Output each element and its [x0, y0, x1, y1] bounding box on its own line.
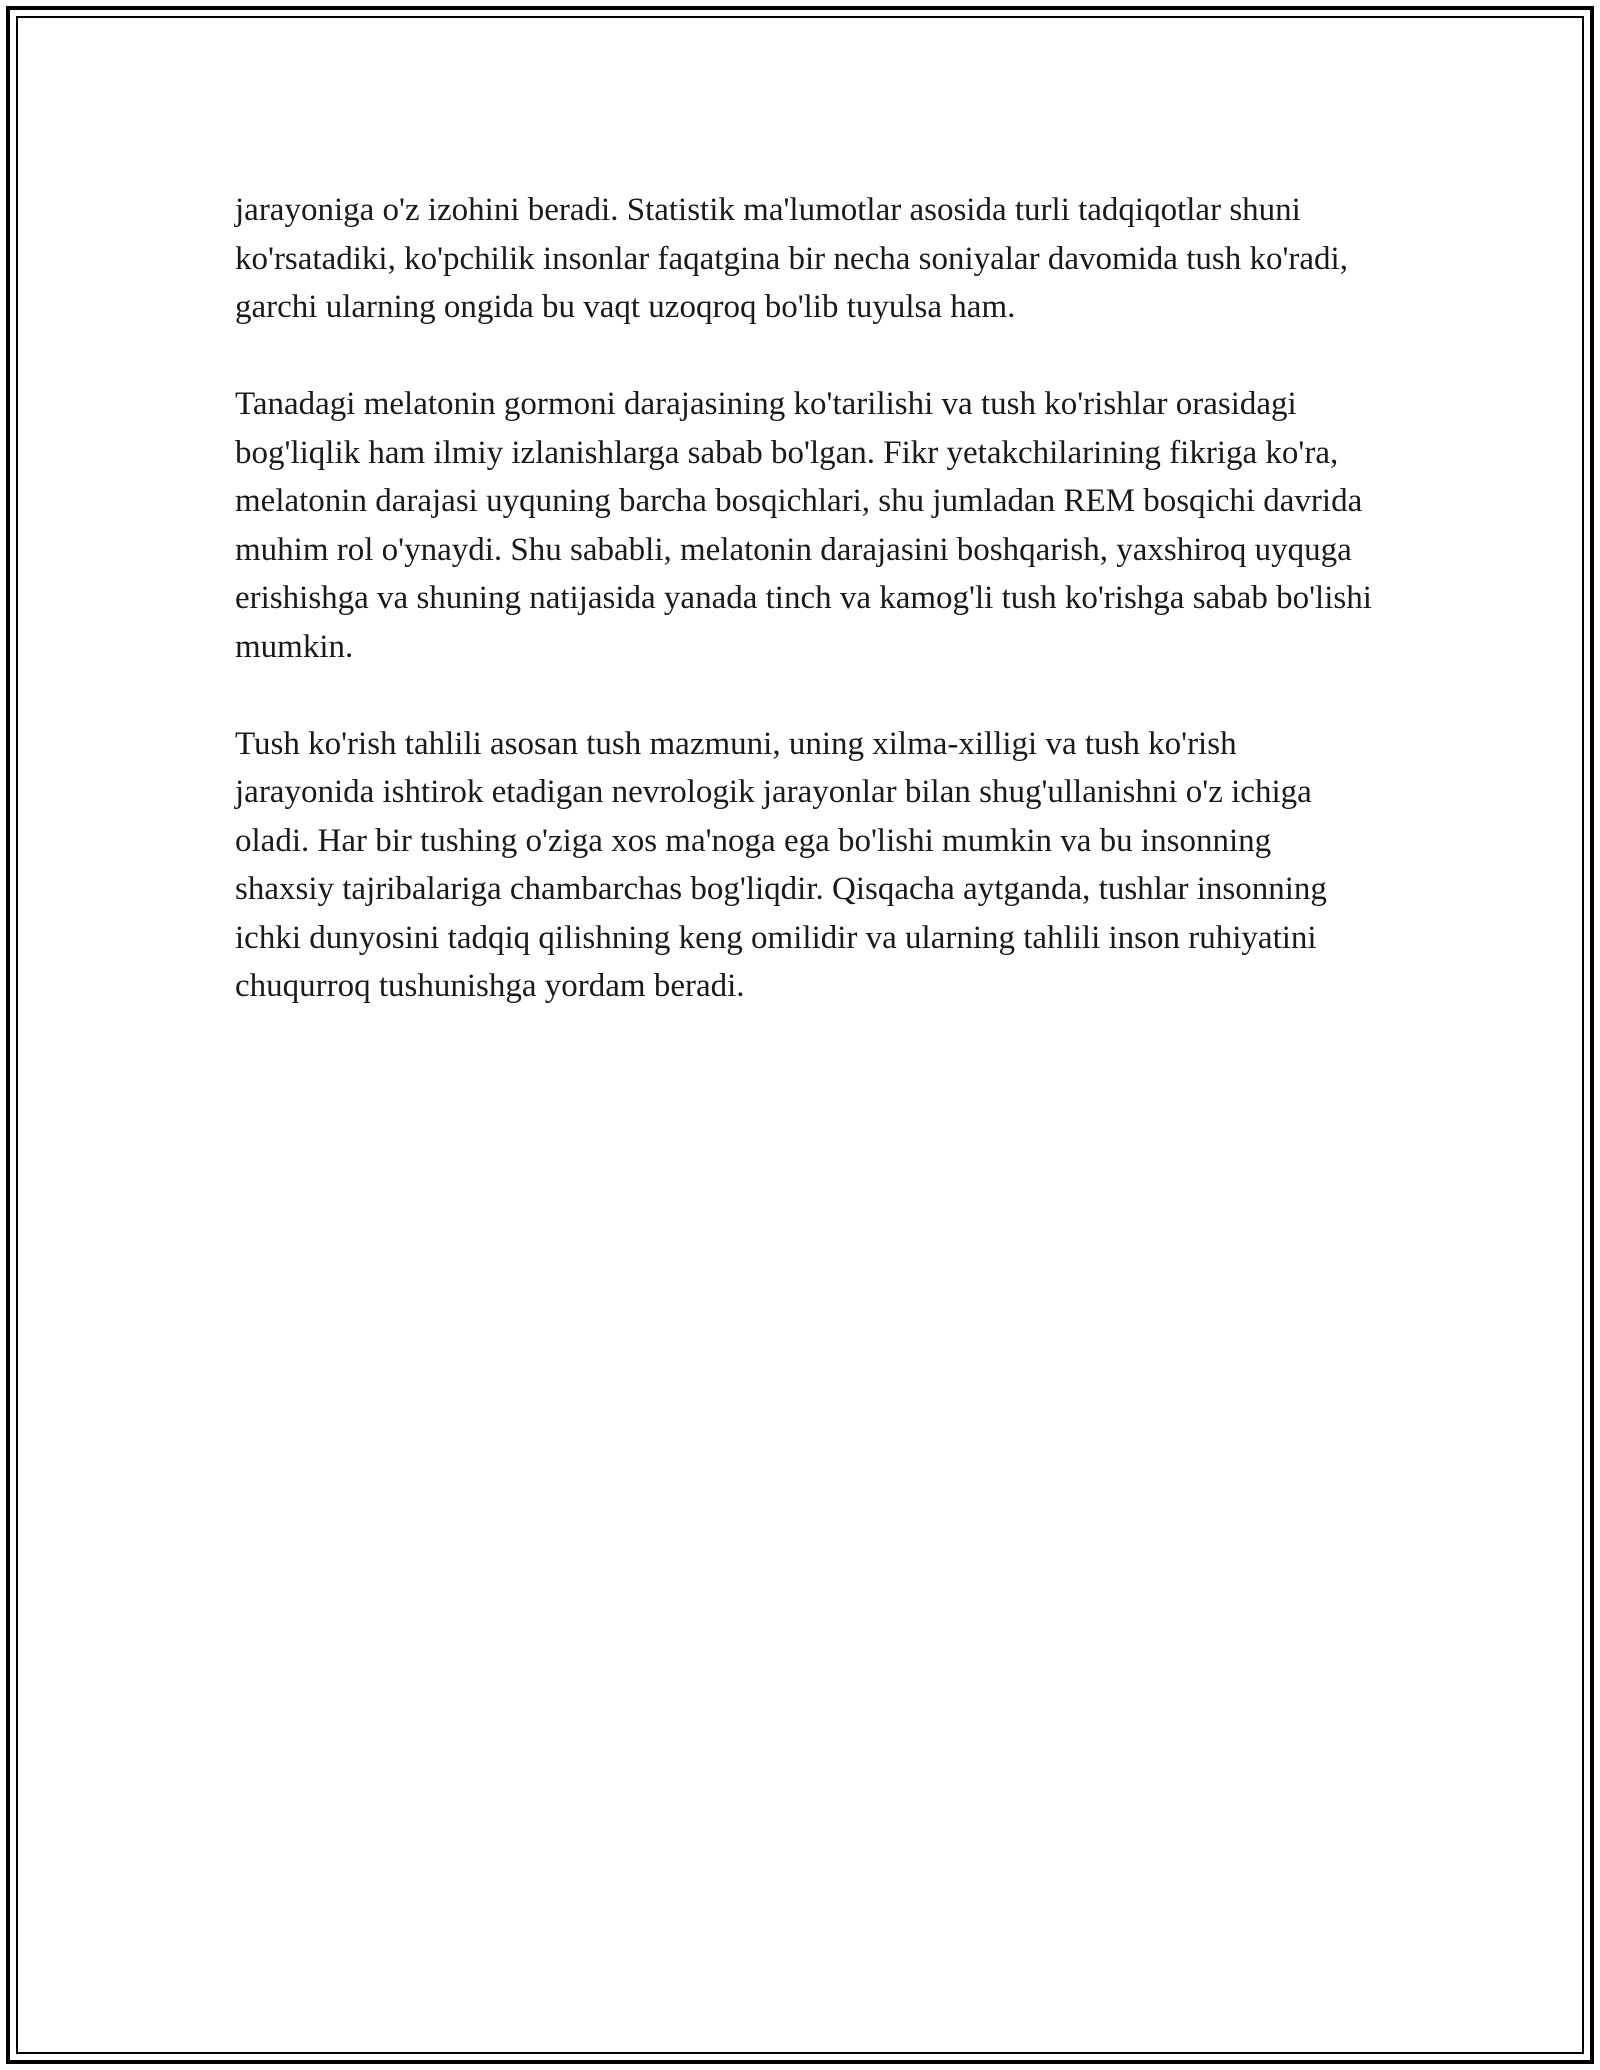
paragraph-3: Tush ko'rish tahlili asosan tush mazmuni, uning xilma-xilligi va tush ko'rish jarayonida ishtirok etadigan nevrologik jarayonlar bilan shug'ullanishni o'z ichiga oladi. Har bir tushing o'ziga xos ma'noga ega bo'lishi mumkin va bu insonning shaxsiy tajribalariga chambarchas bog'liqdir. Qisqacha aytganda, tushlar insonning ichki dunyosini tadqiq qilishning keng omilidir va ularning tahlili inson ruhiyatini chuqurroq tushunishga yordam beradi. — [235, 725, 1327, 1004]
document-body — [235, 186, 1375, 1011]
paragraph-2: Tanadagi melatonin gormoni darajasining ko'tarilishi va tush ko'rishlar orasidagi bog'liqlik ham ilmiy izlanishlarga sabab bo'lgan. Fikr yetakchilarining fikriga ko'ra, melatonin darajasi uyquning barcha bosqichlari, shu jumladan REM bosqichi davrida muhim rol o'ynaydi. Shu sababli, melatonin darajasini boshqarish, yaxshiroq uyquga erishishga va shuning natijasida yanada tinch va kamog'li tush ko'rishga sabab bo'lishi mumkin. — [235, 386, 1372, 665]
paragraph-1: jarayoniga o'z izohini beradi. Statistik ma'lumotlar asosida turli tadqiqotlar shuni ko'rsatadiki, ko'pchilik insonlar faqatgina bir necha soniyalar davomida tush ko'radi, garchi ularning ongida bu vaqt uzoqroq bo'lib tuyulsa ham. — [235, 192, 1348, 325]
